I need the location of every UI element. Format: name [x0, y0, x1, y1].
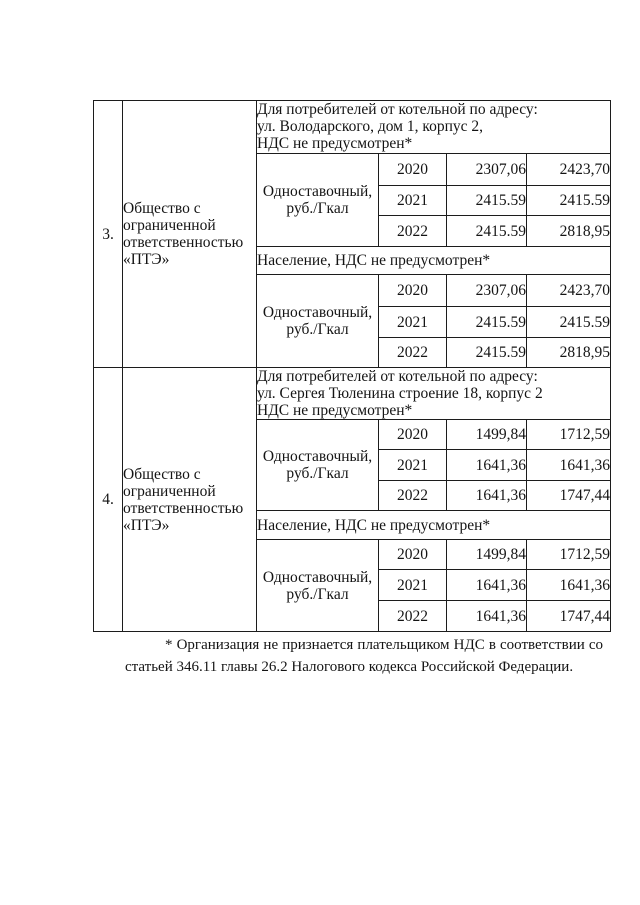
consumer-group-header: Для потребителей от котельной по адресу: ул. Володарского, дом 1, корпус 2, НДС не предусмотрен*: [257, 101, 611, 154]
consumer-group-header: Население, НДС не предусмотрен*: [257, 247, 611, 275]
tariff-value-period-2: 2818,95: [527, 338, 611, 368]
tariff-type: Одноставочный, руб./Гкал: [257, 275, 379, 368]
tariff-value-period-2: 1712,59: [527, 420, 611, 450]
year-cell: 2022: [379, 601, 447, 632]
year-cell: 2021: [379, 307, 447, 338]
tariff-type: Одноставочный, руб./Гкал: [257, 420, 379, 511]
tariff-value-period-2: 1641,36: [527, 570, 611, 601]
tariff-value-period-2: 1712,59: [527, 540, 611, 570]
year-cell: 2022: [379, 338, 447, 368]
tariff-value-period-2: 2415.59: [527, 186, 611, 216]
tariff-value-period-2: 1747,44: [527, 601, 611, 632]
tariff-value-period-1: 1641,36: [447, 570, 527, 601]
organization-name: Общество с ограниченной ответственностью «ПТЭ»: [123, 101, 257, 368]
consumer-group-header: Население, НДС не предусмотрен*: [257, 511, 611, 540]
tariff-type: Одноставочный, руб./Гкал: [257, 540, 379, 632]
tariff-value-period-1: 1499,84: [447, 540, 527, 570]
tariff-value-period-2: 1641,36: [527, 450, 611, 481]
tariff-value-period-1: 2415.59: [447, 307, 527, 338]
tariff-value-period-1: 1641,36: [447, 481, 527, 511]
tariff-table: [93, 100, 611, 632]
consumer-group-header: Для потребителей от котельной по адресу: ул. Сергея Тюленина строение 18, корпус 2 НДС не предусмотрен*: [257, 368, 611, 420]
tariff-value-period-1: 2415.59: [447, 216, 527, 247]
year-cell: 2022: [379, 481, 447, 511]
tariff-value-period-1: 2307,06: [447, 154, 527, 186]
table-row: [94, 101, 611, 154]
tariff-value-period-1: 2415.59: [447, 338, 527, 368]
year-cell: 2022: [379, 216, 447, 247]
year-cell: 2020: [379, 154, 447, 186]
section-number: 4.: [94, 368, 123, 632]
section-number: 3.: [94, 101, 123, 368]
year-cell: 2020: [379, 540, 447, 570]
tariff-value-period-1: 1641,36: [447, 450, 527, 481]
year-cell: 2021: [379, 570, 447, 601]
tariff-value-period-2: 2415.59: [527, 307, 611, 338]
tariff-value-period-2: 2818,95: [527, 216, 611, 247]
table-row: [94, 368, 611, 420]
tariff-value-period-1: 2415.59: [447, 186, 527, 216]
tariff-value-period-2: 2423,70: [527, 275, 611, 307]
tariff-value-period-2: 2423,70: [527, 154, 611, 186]
vat-footnote: * Организация не признается плательщиком НДС в соответствии со статьей 346.11 главы 26.2 Налогового кодекса Российской Федерации.: [125, 637, 603, 675]
tariff-value-period-1: 2307,06: [447, 275, 527, 307]
year-cell: 2020: [379, 275, 447, 307]
year-cell: 2020: [379, 420, 447, 450]
year-cell: 2021: [379, 186, 447, 216]
tariff-value-period-2: 1747,44: [527, 481, 611, 511]
tariff-value-period-1: 1499,84: [447, 420, 527, 450]
organization-name: Общество с ограниченной ответственностью «ПТЭ»: [123, 368, 257, 632]
tariff-value-period-1: 1641,36: [447, 601, 527, 632]
year-cell: 2021: [379, 450, 447, 481]
tariff-type: Одноставочный, руб./Гкал: [257, 154, 379, 247]
